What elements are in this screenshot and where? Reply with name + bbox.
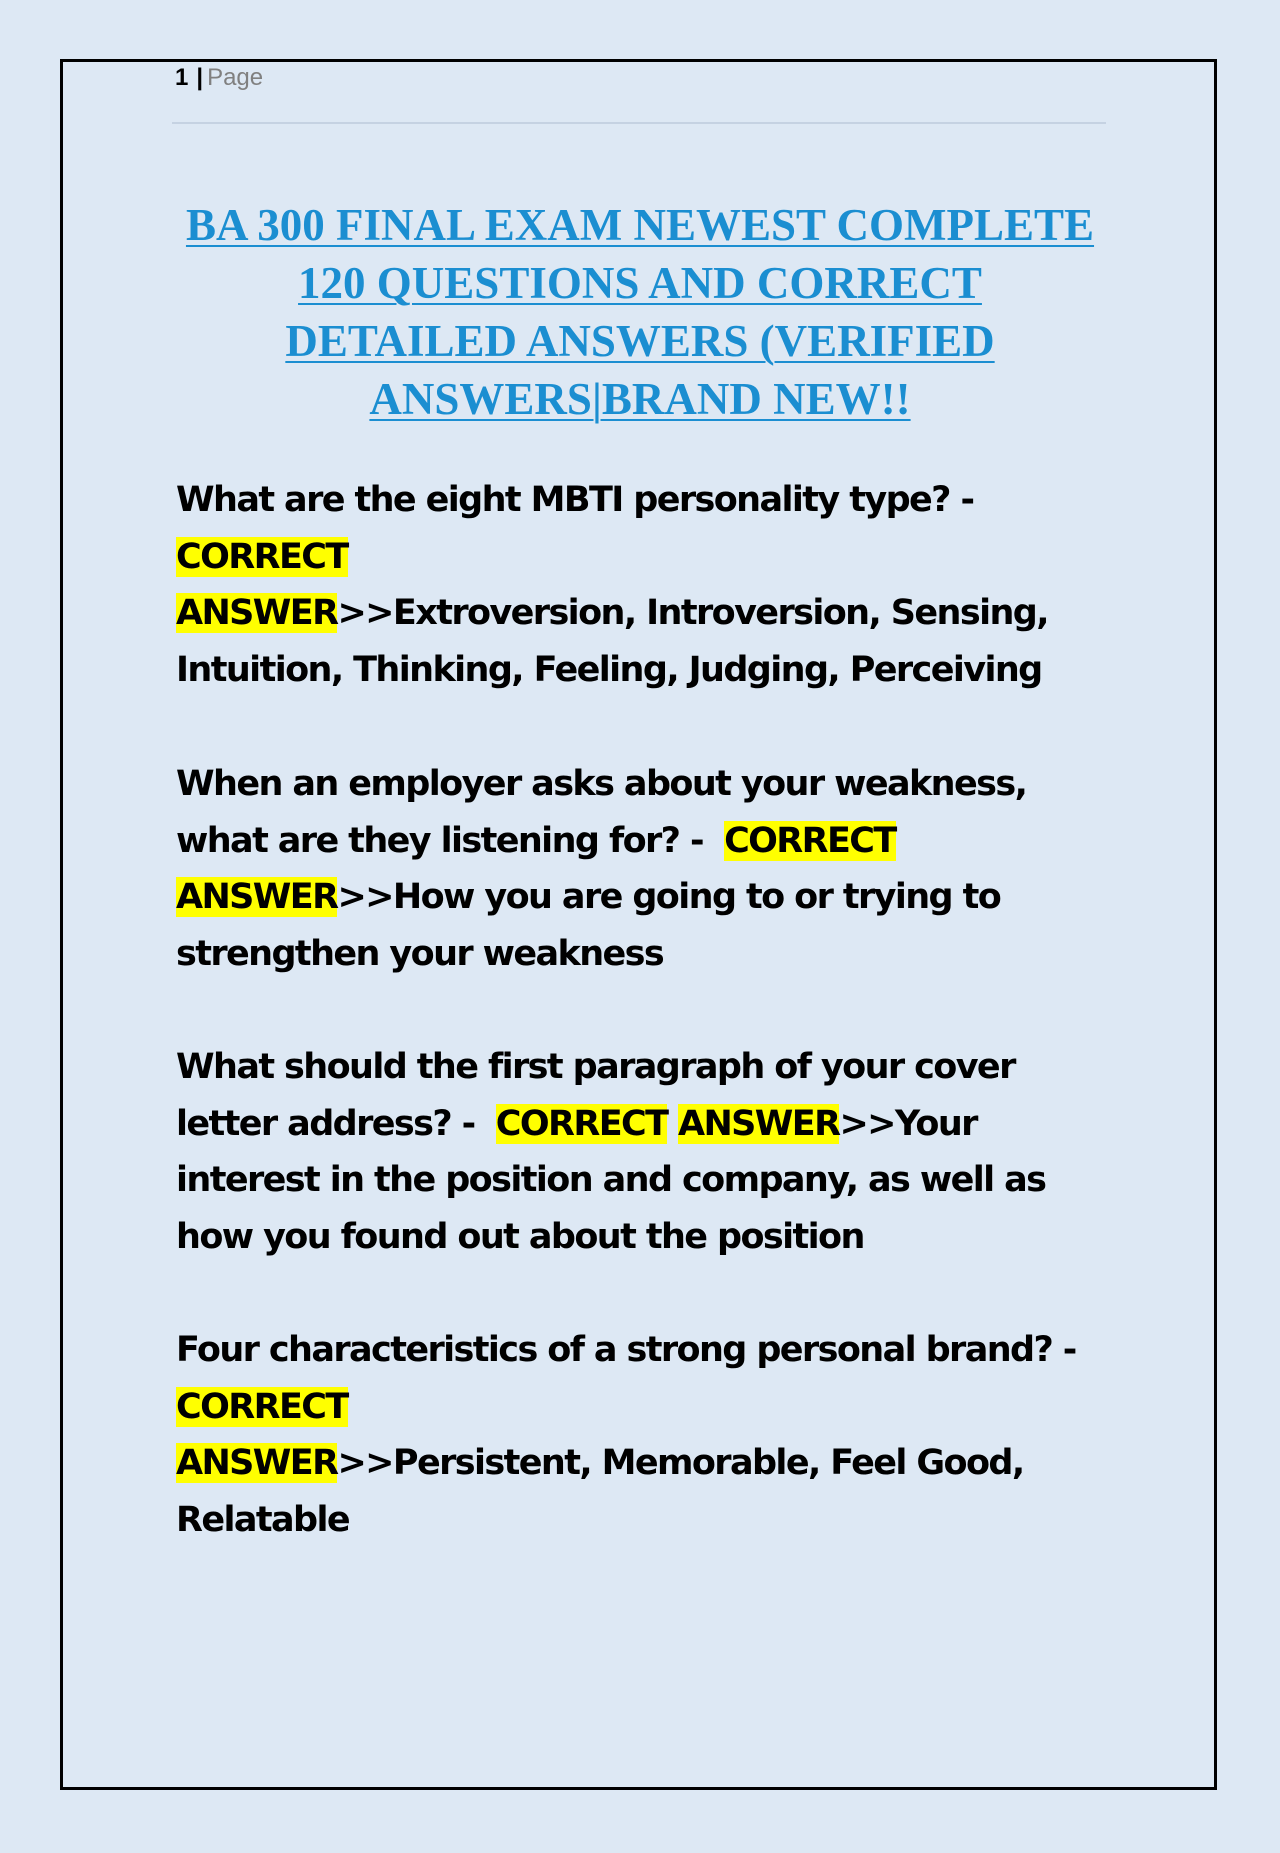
answer-text: Relatable xyxy=(176,1499,350,1540)
answer-label-highlight: CORRECT xyxy=(176,1386,348,1427)
answer-label-highlight: CORRECT xyxy=(724,820,896,861)
qa-item xyxy=(176,1322,1096,1548)
title-line: ANSWERS|BRAND NEW!! xyxy=(369,374,911,424)
question-text: letter address? - xyxy=(176,1103,496,1144)
answer-label-highlight: ANSWER xyxy=(677,1103,840,1144)
answer-label-highlight: CORRECT xyxy=(176,536,348,577)
question-text: What should the first paragraph of your cover xyxy=(176,1047,1015,1087)
question-text: what are they listening for? - xyxy=(176,820,725,861)
title-line: DETAILED ANSWERS (VERIFIED xyxy=(285,316,995,366)
answer-text: interest in the position and company, as well as xyxy=(176,1160,1046,1200)
qa-item xyxy=(176,1039,1096,1265)
qa-item xyxy=(176,756,1096,982)
answer-text: >>Your xyxy=(839,1103,977,1144)
title-line: 120 QUESTIONS AND CORRECT xyxy=(298,258,982,308)
title-line: BA 300 FINAL EXAM NEWEST COMPLETE xyxy=(185,200,1095,250)
header-divider xyxy=(172,122,1106,124)
answer-label-highlight: ANSWER xyxy=(176,593,338,633)
page-header xyxy=(175,64,263,92)
question-text: Four characteristics of a strong personal brand? - xyxy=(176,1330,1076,1370)
answer-text: Intuition, Thinking, Feeling, Judging, Perceiving xyxy=(176,649,1042,690)
answer-label-highlight: ANSWER xyxy=(176,1443,338,1483)
answer-text: >>Extroversion, Introversion, Sensing, xyxy=(337,593,1048,633)
question-text: What are the eight MBTI personality type? - xyxy=(176,480,974,520)
question-text: When an employer asks about your weakness, xyxy=(176,764,1027,804)
header-separator: | xyxy=(196,64,204,91)
page-label: Page xyxy=(207,64,264,91)
document-title xyxy=(165,196,1115,428)
qa-item xyxy=(176,472,1096,698)
answer-text: how you found out about the position xyxy=(176,1216,864,1257)
answer-text: >>How you are going to or trying to xyxy=(337,877,1001,917)
answer-text: >>Persistent, Memorable, Feel Good, xyxy=(337,1443,1024,1483)
answer-label-highlight: CORRECT xyxy=(495,1103,668,1144)
answer-text: strengthen your weakness xyxy=(176,933,664,974)
answer-label-highlight: ANSWER xyxy=(176,877,338,917)
page-number: 1 xyxy=(175,64,189,91)
